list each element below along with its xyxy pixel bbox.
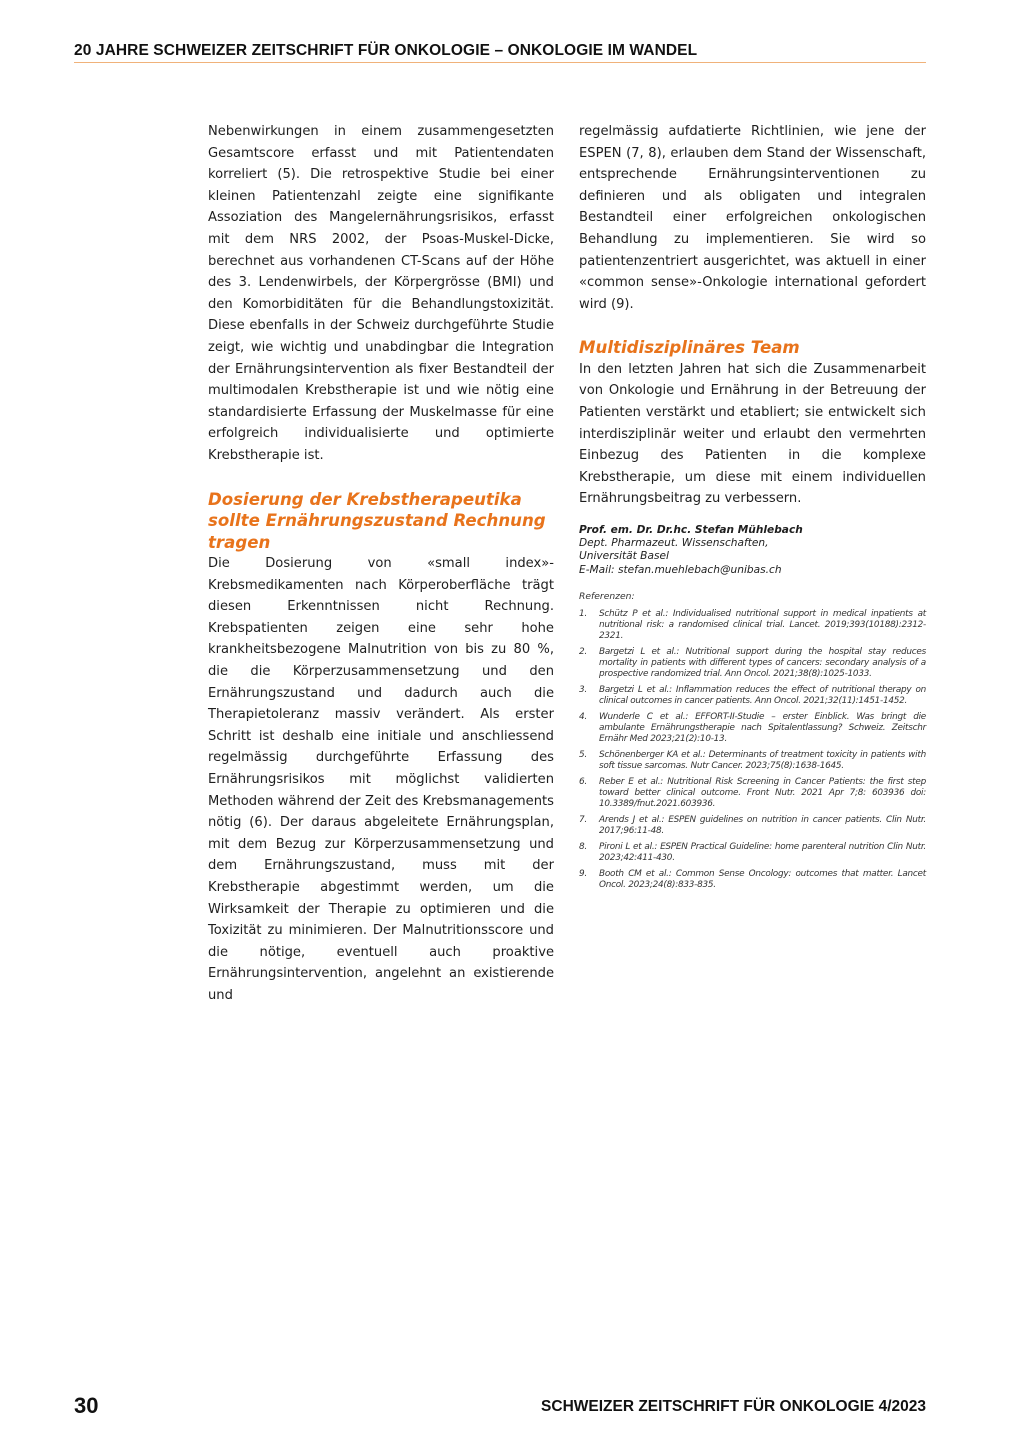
author-department: Dept. Pharmazeut. Wissenschaften, [579, 537, 769, 550]
section-heading-team: Multidisziplinäres Team [579, 338, 800, 358]
reference-list [579, 609, 926, 891]
section-heading-dosierung: Dosierung der Krebstherapeutika sollte Ernährungszustand Rechnung tragen [208, 489, 546, 552]
running-title: 20 JAHRE SCHWEIZER ZEITSCHRIFT FÜR ONKOLOGIE – ONKOLOGIE IM WANDEL [74, 42, 698, 59]
reference-item: 4. Wunderle C et al.: EFFORT-II-Studie – erster Einblick. Was bringt die ambulante Ernährungstherapie nach Spitalentlassung? Schweiz. Zeitschr Ernähr Med 2023;21(2):10-13. [579, 711, 926, 744]
reference-item: 6. Reber E et al.: Nutritional Risk Screening in Cancer Patients: the first step toward better clinical outcome. Front Nutr. 2021 Apr 7;8: 603936 doi: 10.3389/fnut.2021.603936. [579, 776, 926, 809]
left-column [208, 121, 554, 1006]
reference-item: 9. Booth CM et al.: Common Sense Oncology: outcomes that matter. Lancet Oncol. 2023;24(8):833-835. [579, 868, 926, 890]
reference-item: 3. Bargetzi L et al.: Inflammation reduces the effect of nutritional therapy on clinical outcomes in cancer patients. Ann Oncol. 2021;32(11):1451-1452. [579, 684, 926, 706]
reference-item: 8. Pironi L et al.: ESPEN Practical Guideline: home parenteral nutrition Clin Nutr. 2023;42:411-430. [579, 841, 926, 863]
left-paragraph-2: Die Dosierung von «small index»-Krebsmedikamenten nach Körperoberfläche trägt diesen Erkenntnissen nicht Rechnung. Krebspatienten zeigen eine sehr hohe krankheitsbezogene Malnutrition von bis zu 80 %, die die Körperzusammensetzung und den Ernährungszustand und dadurch auch die Therapietoleranz massiv verändert. Als erster Schritt ist deshalb eine initiale und anschliessend regelmässig durchgeführte Erfassung des Ernährungsrisikos mit möglichst validierten Methoden während der Zeit des Krebsmanagements nötig (6). Der daraus abgeleitete Ernährungsplan, mit dem Bezug zur Körperzusammensetzung und dem Ernährungszustand, muss mit der Krebstherapie abgestimmt werden, um die Wirksamkeit der Therapie zu optimieren und die Toxizität zu minimieren. Der Malnutritionsscore und die nötige, eventuell auch proaktive Ernährungsintervention, angelehnt an existierende und [208, 556, 554, 1003]
header-divider [74, 62, 926, 63]
reference-item: 5. Schönenberger KA et al.: Determinants of treatment toxicity in patients with soft tissue sarcomas. Nutr Cancer. 2023;75(8):1638-1645. [579, 749, 926, 771]
page-number: 30 [74, 1393, 99, 1418]
right-column [579, 121, 926, 896]
journal-footer: SCHWEIZER ZEITSCHRIFT FÜR ONKOLOGIE 4/2023 [541, 1398, 926, 1415]
author-name: Prof. em. Dr. Dr.hc. Stefan Mühlebach [579, 524, 803, 536]
reference-item: 7. Arends J et al.: ESPEN guidelines on nutrition in cancer patients. Clin Nutr. 2017;96:11-48. [579, 814, 926, 836]
left-paragraph-1: Nebenwirkungen in einem zusammengesetzten Gesamtscore erfasst und mit Patientendaten korreliert (5). Die retrospektive Studie bei einer kleinen Patientenzahl zeigte eine signifikante Assoziation des Mangelernährungsrisikos, erfasst mit dem NRS 2002, der Psoas-Muskel-Dicke, berechnet aus vorhandenen CT-Scans auf der Höhe des 3. Lendenwirbels, der Körpergrösse (BMI) und den Komorbiditäten für die Behandlungstoxizität. Diese ebenfalls in der Schweiz durchgeführte Studie zeigt, wie wichtig und unabdingbar die Integration der Ernährungsintervention als fixer Bestandteil der multimodalen Krebstherapie ist und wie nötig eine standardisierte Erfassung der Muskelmasse für eine erfolgreich individualisierte und optimierte Krebstherapie ist. [208, 124, 554, 463]
reference-item: 1. Schütz P et al.: Individualised nutritional support in medical inpatients at nutritional risk: a randomised clinical trial. Lancet. 2019;393(10188):2312-2321. [579, 608, 926, 641]
author-institution: Universität Basel [579, 550, 669, 563]
author-email[interactable]: E-Mail: stefan.muehlebach@unibas.ch [579, 563, 782, 576]
reference-item: 2. Bargetzi L et al.: Nutritional support during the hospital stay reduces mortality in patients with different types of cancers: secondary analysis of a prospective randomized trial. Ann Oncol. 2021;38(8):1025-1033. [579, 646, 926, 679]
right-paragraph-2: In den letzten Jahren hat sich die Zusammenarbeit von Onkologie und Ernährung in der Betreuung der Patienten verstärkt und etabliert; sie entwickelt sich interdisziplinär weiter und erlaubt den vermehrten Einbezug des Patienten in die komplexe Krebstherapie, um diese mit einem individuellen Ernährungsbeitrag zu verbessern. [579, 361, 926, 507]
references-title: Referenzen: [579, 590, 635, 602]
author-block [579, 524, 926, 577]
right-paragraph-1: regelmässig aufdatierte Richtlinien, wie jene der ESPEN (7, 8), erlauben dem Stand der Wissenschaft, entsprechende Ernährungsinterventionen zu definieren und als obligaten und integralen Bestandteil einer erfolgreichen onkologischen Behandlung zu implementieren. Sie wird so patientenzentriert ausgerichtet, was aktuell in einer «common sense»-Onkologie international gefordert wird (9). [579, 124, 926, 312]
